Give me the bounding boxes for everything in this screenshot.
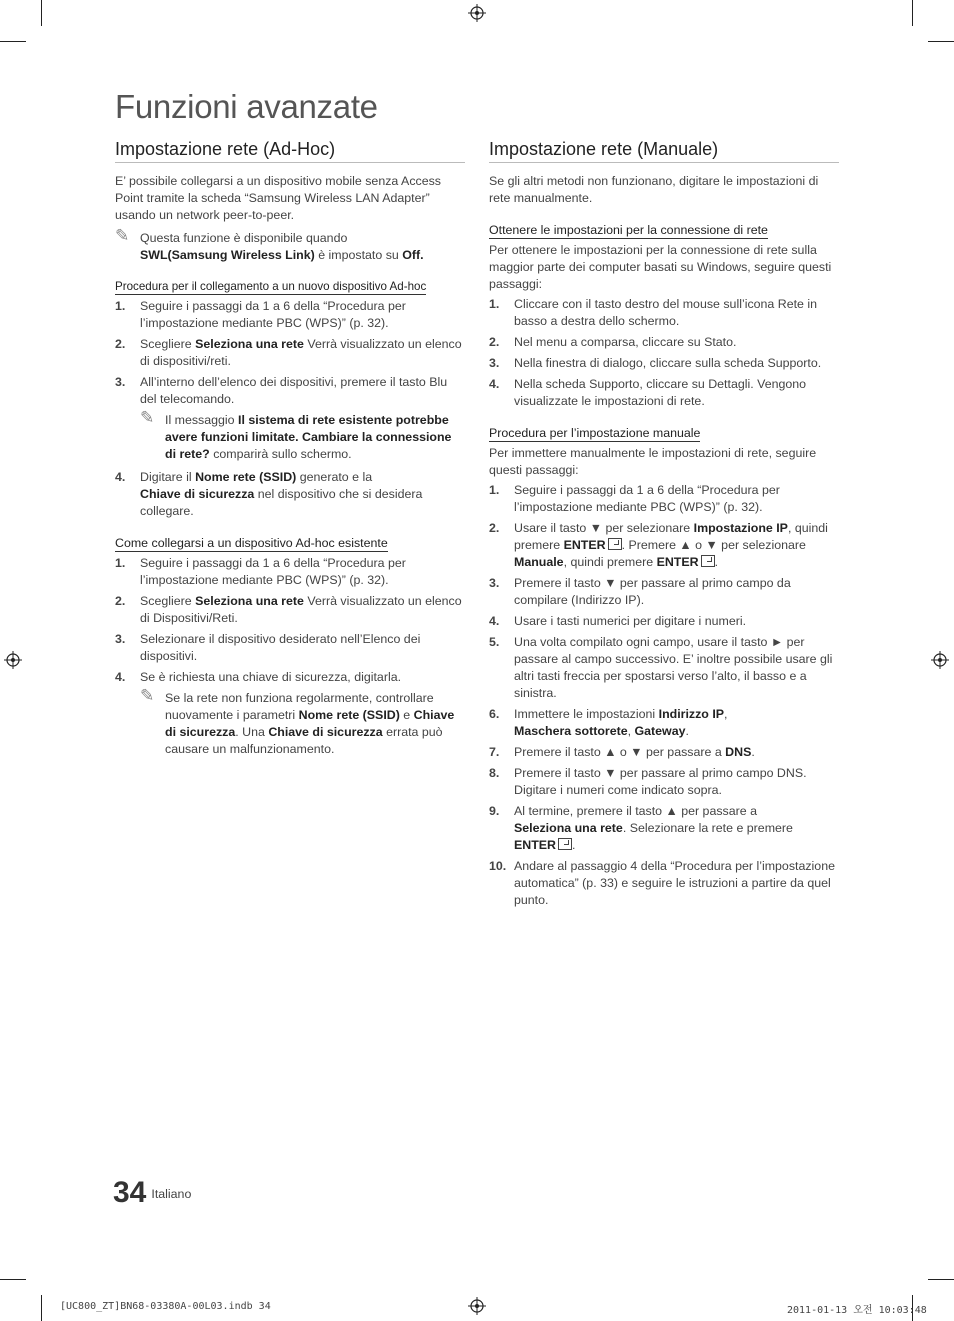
enter-key-icon [701, 555, 715, 567]
list-item: 3. All’interno dell’elenco dei dispositivi, premere il tasto Blu del telecomando. ✎ Il messaggio Il sistema di rete esistente potrebbe avere funzioni limitate. Cambiare la connessione di rete? comparirà sullo schermo. [115, 374, 465, 463]
enter-key-icon [558, 838, 572, 850]
pencil-icon: ✎ [115, 226, 130, 245]
steps-list [489, 482, 839, 909]
subsection-intro: Per immettere manualmente le impostazioni di rete, seguire questi passaggi: [489, 446, 817, 477]
list-item: 8. Premere il tasto ▼ per passare al primo campo DNS. Digitare i numeri come indicato sopra. [489, 766, 807, 797]
subsection-title: Procedura per l’impostazione manuale [489, 426, 701, 440]
list-item: 4. Usare i tasti numerici per digitare i numeri. [489, 614, 747, 628]
crop-mark [912, 0, 913, 26]
language-label: Italiano [151, 1187, 192, 1201]
crop-mark [928, 1279, 954, 1280]
page-title: Funzioni avanzate [115, 88, 378, 125]
list-item: 3. Nella finestra di dialogo, cliccare sulla scheda Supporto. [489, 356, 822, 370]
list-item: 5. Una volta compilato ogni campo, usare il tasto ► per passare al campo successivo. E’ inoltre possibile usare gli altri tasti freccia per spostarsi verso l’alto, il basso e a sinistra. [489, 635, 833, 700]
note: ✎ Questa funzione è disponibile quando SWL(Samsung Wireless Link) è impostato su Off. [115, 226, 424, 262]
right-column [489, 139, 839, 915]
crop-mark [0, 1279, 26, 1280]
crop-mark [41, 1295, 42, 1321]
registration-mark-icon [4, 651, 22, 669]
list-item: 3. Premere il tasto ▼ per passare al primo campo da compilare (Indirizzo IP). [489, 576, 791, 607]
print-timestamp: 2011-01-13 오전 10:03:48 [787, 1305, 927, 1316]
list-item: 1. Seguire i passaggi da 1 a 6 della “Procedura per l’impostazione mediante PBC (WPS)” (p. 32). [489, 483, 780, 514]
steps-list [115, 298, 465, 520]
note: ✎ Se la rete non funziona regolarmente, controllare nuovamente i parametri Nome rete (SSID) e Chiave di sicurezza. Una Chiave di sicurezza errata può causare un malfunzionamento. [140, 686, 455, 756]
intro-text: E’ possibile collegarsi a un dispositivo mobile senza Access Point tramite la scheda “Samsung Wireless LAN Adapter” usando un network peer-to-peer. [115, 174, 441, 222]
crop-mark [928, 41, 954, 42]
steps-list [115, 555, 465, 758]
list-item: 4. Nella scheda Supporto, cliccare su Dettagli. Vengono visualizzate le impostazioni di rete. [489, 377, 807, 408]
registration-mark-icon [931, 651, 949, 669]
list-item: 2. Nel menu a comparsa, cliccare su Stato. [489, 335, 737, 349]
crop-mark [0, 41, 26, 42]
page-number: 34 [113, 1176, 147, 1209]
registration-mark-icon [468, 4, 486, 22]
pencil-icon: ✎ [140, 408, 155, 427]
section-heading: Impostazione rete (Manuale) [489, 139, 839, 163]
list-item: 2. Scegliere Seleziona una rete Verrà visualizzato un elenco di Dispositivi/Reti. [115, 594, 462, 625]
list-item: 2. Usare il tasto ▼ per selezionare Impostazione IP, quindi premere ENTER . Premere ▲ o ▼ per selezionare Manuale, quindi premere ENTER . [489, 521, 828, 569]
list-item: 1. Seguire i passaggi da 1 a 6 della “Procedura per l’impostazione mediante PBC (WPS)” (p. 32). [115, 556, 406, 587]
list-item: 7. Premere il tasto ▲ o ▼ per passare a DNS. [489, 745, 755, 759]
list-item: 2. Scegliere Seleziona una rete Verrà visualizzato un elenco di dispositivi/reti. [115, 337, 462, 368]
subsection-title: Procedura per il collegamento a un nuovo dispositivo Ad-hoc [115, 280, 427, 293]
subsection-title: Come collegarsi a un dispositivo Ad-hoc esistente [115, 536, 388, 550]
enter-key-icon [608, 538, 622, 550]
list-item: 4. Se è richiesta una chiave di sicurezza, digitarla. ✎ Se la rete non funziona regolarmente, controllare nuovamente i parametri Nome rete (SSID) e Chiave di sicurezza. Una Chiave di sicurezza errata può causare un malfunzionamento. [115, 669, 465, 758]
crop-mark [41, 0, 42, 26]
registration-mark-icon [468, 1297, 486, 1315]
list-item: 6. Immettere le impostazioni Indirizzo IP, Maschera sottorete, Gateway. [489, 707, 728, 738]
subsection-intro: Per ottenere le impostazioni per la connessione di rete sulla maggior parte dei computer basati su Windows, seguire questi passaggi: [489, 243, 832, 291]
list-item: 1. Seguire i passaggi da 1 a 6 della “Procedura per l’impostazione mediante PBC (WPS)” (p. 32). [115, 299, 406, 330]
left-column [115, 139, 465, 764]
subsection-title: Ottenere le impostazioni per la connessione di rete [489, 223, 768, 237]
intro-text: Se gli altri metodi non funzionano, digitare le impostazioni di rete manualmente. [489, 174, 819, 205]
page-footer [113, 1176, 191, 1210]
list-item: 1. Cliccare con il tasto destro del mouse sull’icona Rete in basso a destra dello schermo. [489, 297, 818, 328]
list-item: 3. Selezionare il dispositivo desiderato nell’Elenco dei dispositivi. [115, 632, 421, 663]
list-item: 9. Al termine, premere il tasto ▲ per passare a Seleziona una rete. Selezionare la rete e premere ENTER . [489, 804, 793, 852]
steps-list [489, 296, 839, 410]
pencil-icon: ✎ [140, 686, 155, 705]
print-file-info: [UC800_ZT]BN68-03380A-00L03.indb 34 [60, 1301, 271, 1312]
list-item: 10. Andare al passaggio 4 della “Procedura per l’impostazione automatica” (p. 33) e seguire le istruzioni a partire da quel punto. [489, 859, 835, 907]
note: ✎ Il messaggio Il sistema di rete esistente potrebbe avere funzioni limitate. Cambiare la connessione di rete? comparirà sullo schermo. [140, 408, 452, 461]
list-item: 4. Digitare il Nome rete (SSID) generato e la Chiave di sicurezza nel dispositivo che si desidera collegare. [115, 470, 423, 518]
section-heading: Impostazione rete (Ad-Hoc) [115, 139, 465, 163]
